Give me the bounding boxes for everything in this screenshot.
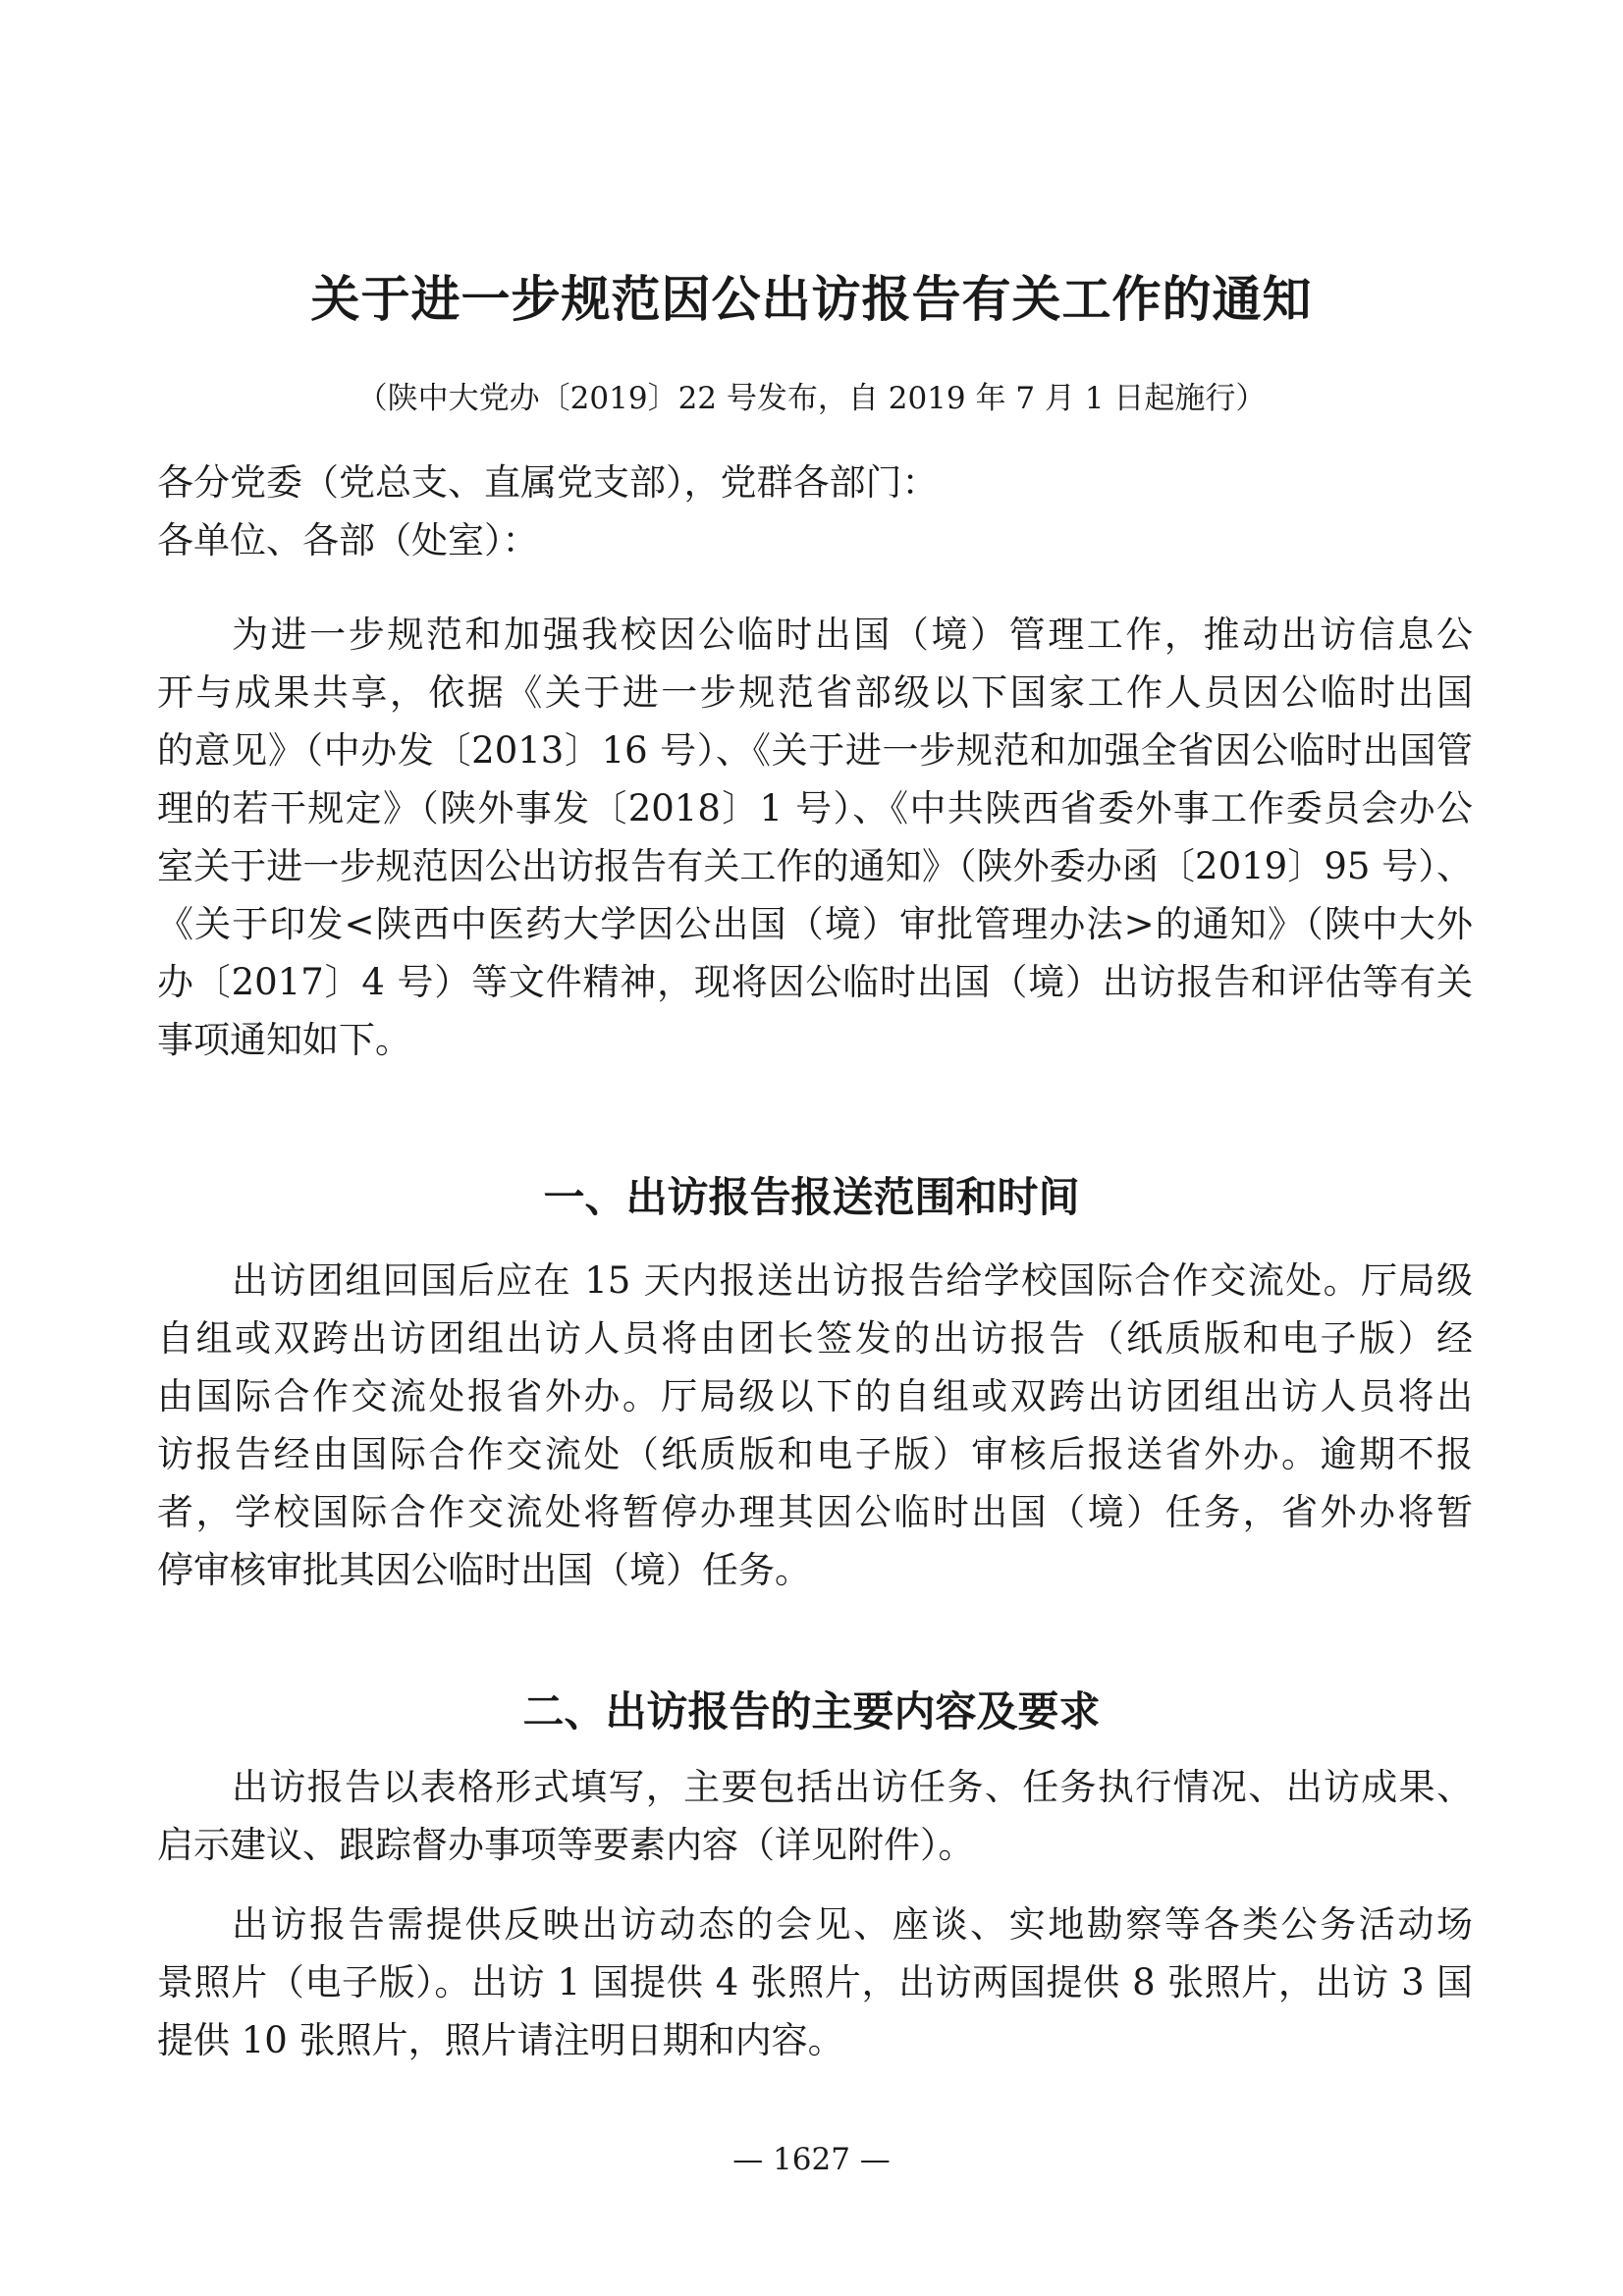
document-title: 关于进一步规范因公出访报告有关工作的通知	[310, 271, 1313, 328]
paragraph-line: 出访报告以表格形式填写，主要包括出访任务、任务执行情况、出访成果、	[232, 1766, 1473, 1808]
paragraph-line: 提供 10 张照片，照片请注明日期和内容。	[157, 2019, 844, 2061]
paragraph-line: 理的若干规定》（陕外事发〔2018〕1 号）、《中共陕西省委外事工作委员会办公	[157, 787, 1473, 829]
paragraph-line: 启示建议、跟踪督办事项等要素内容（详见附件）。	[157, 1824, 975, 1866]
section-heading-2: 二、出访报告的主要内容及要求	[522, 1687, 1101, 1735]
section-2-paragraph-2	[157, 1896, 1473, 2069]
document-issuance-note: （陕中大党办〔2019〕22 号发布，自 2019 年 7 月 1 日起施行）	[356, 381, 1267, 416]
section-heading-1: 一、出访报告报送范围和时间	[543, 1173, 1080, 1221]
salutation-line: 各分党委（党总支、直属党支部），党群各部门：	[157, 461, 939, 504]
paragraph-line: 自组或双跨出访团组出访人员将由团长签发的出访报告（纸质版和电子版）经	[157, 1317, 1473, 1360]
paragraph-line: 景照片（电子版）。出访 1 国提供 4 张照片，出访两国提供 8 张照片，出访 3 国	[157, 1961, 1473, 2003]
paragraph-line: 为进一步规范和加强我校因公临时出国（境）管理工作，推动出访信息公	[232, 614, 1473, 656]
salutation-block	[157, 454, 1473, 569]
salutation-line: 各单位、各部（处室）：	[157, 519, 539, 561]
paragraph-line: 开与成果共享，依据《关于进一步规范省部级以下国家工作人员因公临时出国	[157, 671, 1473, 714]
paragraph-line: 访报告经由国际合作交流处（纸质版和电子版）审核后报送省外办。逾期不报	[157, 1433, 1473, 1475]
intro-paragraph	[157, 606, 1473, 1069]
section-1-paragraph	[157, 1252, 1473, 1599]
paragraph-line: 事项通知如下。	[157, 1019, 411, 1061]
paragraph-line: 室关于进一步规范因公出访报告有关工作的通知》（陕外委办函〔2019〕95 号）、	[157, 845, 1473, 887]
paragraph-line: 者，学校国际合作交流处将暂停办理其因公临时出国（境）任务，省外办将暂	[157, 1491, 1473, 1533]
paragraph-line: 由国际合作交流处报省外办。厅局级以下的自组或双跨出访团组出访人员将出	[157, 1375, 1473, 1417]
paragraph-line: 《关于印发<陕西中医药大学因公出国（境）审批管理办法>的通知》（陕中大外	[157, 903, 1473, 945]
paragraph-line: 办〔2017〕4 号）等文件精神，现将因公临时出国（境）出访报告和评估等有关	[157, 961, 1473, 1003]
paragraph-line: 出访报告需提供反映出访动态的会见、座谈、实地勘察等各类公务活动场	[232, 1903, 1473, 1946]
paragraph-line: 停审核审批其因公临时出国（境）任务。	[157, 1549, 811, 1591]
section-2-paragraph-1	[157, 1758, 1473, 1874]
paragraph-line: 出访团组回国后应在 15 天内报送出访报告给学校国际合作交流处。厅局级	[232, 1259, 1473, 1302]
page-number: — 1627 —	[732, 2142, 891, 2177]
paragraph-line: 的意见》（中办发〔2013〕16 号）、《关于进一步规范和加强全省因公临时出国管	[157, 729, 1473, 772]
